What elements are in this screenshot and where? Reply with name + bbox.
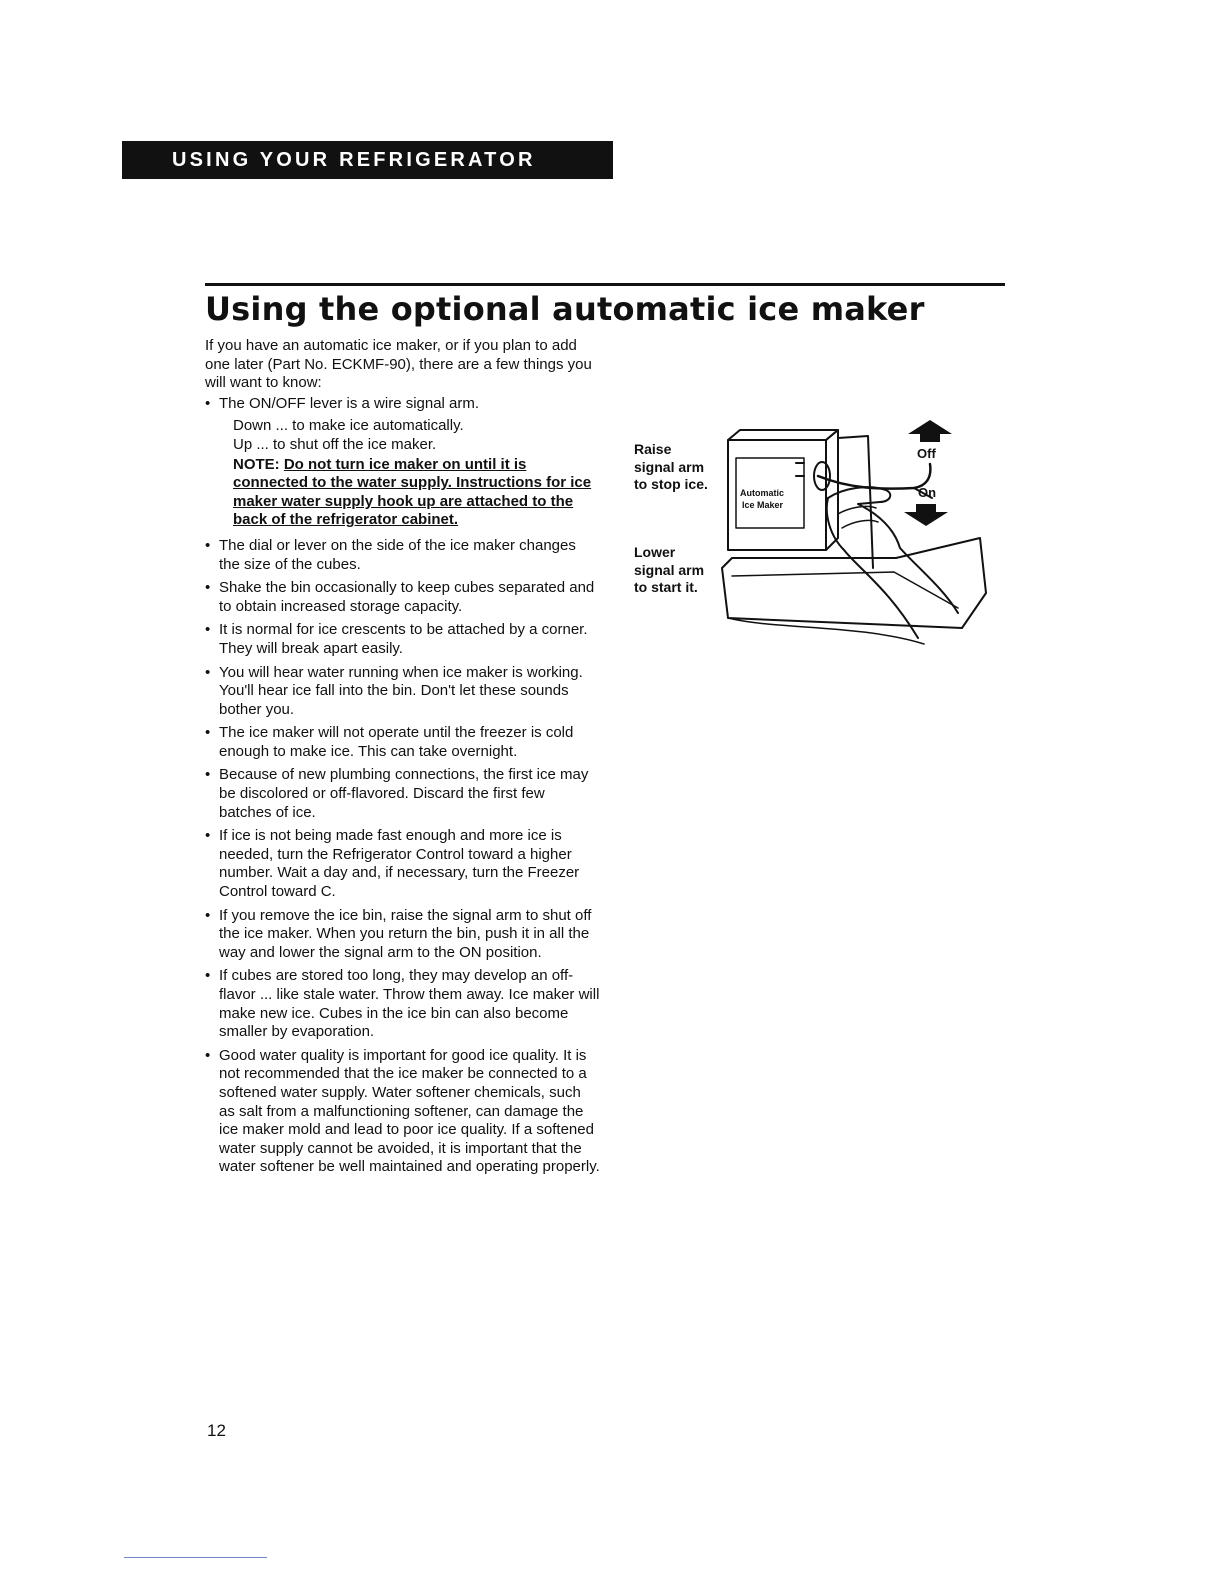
bullet-glyph: • — [205, 906, 211, 924]
ice-bin — [722, 538, 986, 628]
bullet-glyph: • — [205, 621, 211, 639]
unit-label-line2: Ice Maker — [742, 500, 784, 510]
intro-paragraph: If you have an automatic ice maker, or if you plan to add one later (Part No. ECKMF-90), there are a few things you will want to know: — [205, 337, 592, 392]
bullet-glyph: • — [205, 1046, 211, 1064]
list-item — [205, 967, 600, 1041]
title-rule — [205, 283, 1005, 286]
list-item — [205, 664, 600, 720]
list-item — [205, 621, 600, 658]
note-label: NOTE: — [233, 455, 280, 473]
list-item — [205, 827, 600, 901]
bullet-text: Because of new plumbing connections, the first ice may be discolored or off-flavored. Discard the first few batches of ice. — [219, 766, 589, 821]
label-on: On — [918, 485, 937, 500]
section-banner: USING YOUR REFRIGERATOR — [122, 141, 613, 179]
caption-raise: Raise signal arm to stop ice. — [634, 441, 708, 492]
bullet-text: Shake the bin occasionally to keep cubes separated and to obtain increased storage capacity. — [219, 579, 595, 615]
bullet-glyph: • — [205, 394, 211, 412]
bullet-text: The dial or lever on the side of the ice maker changes the size of the cubes. — [219, 536, 576, 573]
page-number: 12 — [207, 1421, 226, 1440]
hand-outline — [828, 487, 958, 613]
list-item — [205, 907, 600, 963]
bullet-text: The ON/OFF lever is a wire signal arm. — [219, 394, 480, 412]
arrow-down-icon — [904, 504, 948, 526]
down-line: Down ... to make ice automatically. — [233, 417, 464, 435]
bullet-glyph: • — [205, 766, 211, 784]
bullet-text: If you remove the ice bin, raise the signal arm to shut off the ice maker. When you return the bin, push it in all the way and lower the signal arm to the ON position. — [219, 906, 592, 961]
bullet-list — [205, 395, 600, 1177]
ice-maker-illustration — [718, 418, 990, 650]
bullet-text: The ice maker will not operate until the freezer is cold enough to make ice. This can take overnight. — [219, 724, 574, 760]
bullet-text: If cubes are stored too long, they may develop an off-flavor ... like stale water. Throw them away. Ice maker will make new ice. Cubes in the ice bin can also become smaller by evaporation. — [219, 967, 600, 1041]
bullet-glyph: • — [205, 827, 211, 845]
footer-rule — [124, 1557, 267, 1558]
bullet-text: It is normal for ice crescents to be attached by a corner. They will break apart easily. — [219, 621, 588, 657]
list-item — [205, 1047, 600, 1177]
main-column — [205, 337, 600, 1182]
note — [219, 456, 600, 530]
bullet-text: Good water quality is important for good ice quality. It is not recommended that the ice maker be connected to a softened water supply. Water softener chemicals, such as salt from a malfunctioning softener, can damage the ice maker mold and lead to poor ice quality. If a softened water supply cannot be avoided, it is important that the water softener be well maintained and operating properly. — [219, 1046, 600, 1176]
up-line: Up ... to shut off the ice maker. — [233, 435, 437, 453]
list-item — [205, 724, 600, 761]
list-item — [205, 579, 600, 616]
unit-label-line1: Automatic — [740, 488, 785, 498]
note-text: Do not turn ice maker on until it is connected to the water supply. Instructions for ice maker water supply hook up are attached to the back of the refrigerator cabinet. — [233, 455, 592, 529]
bullet-glyph: • — [205, 579, 211, 597]
list-item — [205, 537, 600, 574]
list-item — [205, 766, 600, 822]
label-off: Off — [917, 446, 936, 461]
bullet-glyph: • — [205, 967, 211, 985]
arrow-up-icon — [908, 420, 952, 442]
lever-positions — [219, 417, 600, 454]
page-title: Using the optional automatic ice maker — [205, 290, 925, 328]
caption-lower: Lower signal arm to start it. — [634, 544, 705, 595]
bullet-glyph: • — [205, 663, 211, 681]
bullet-glyph: • — [205, 724, 211, 742]
bullet-glyph: • — [205, 536, 211, 554]
bullet-text: If ice is not being made fast enough and more ice is needed, turn the Refrigerator Control toward a higher number. Wait a day and, if necessary, turn the Freezer Control toward C. — [219, 827, 580, 901]
list-item-lever — [205, 395, 600, 530]
bullet-text: You will hear water running when ice maker is working. You'll hear ice fall into the bin. Don't let these sounds bother you. — [219, 663, 583, 718]
signal-arm — [818, 464, 930, 489]
